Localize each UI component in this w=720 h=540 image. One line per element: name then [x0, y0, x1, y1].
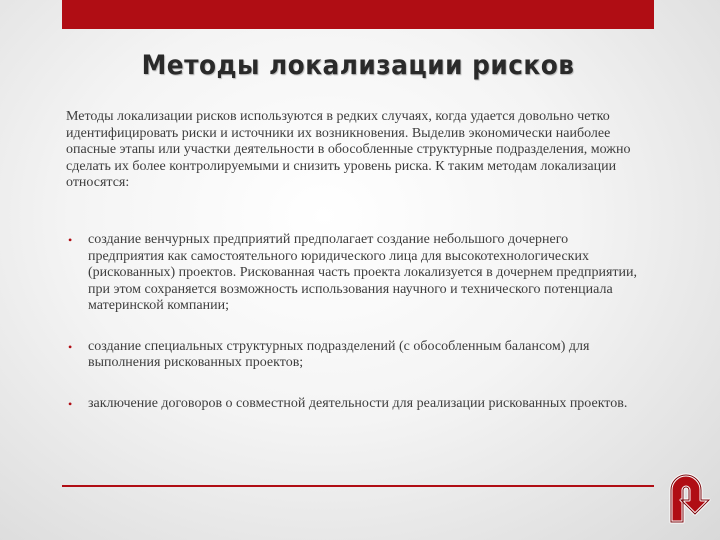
bullet-icon: • [68, 339, 73, 354]
bullet-text: создание специальных структурных подразделений (с обособленным балансом) для выполнения рискованных проектов; [88, 338, 590, 370]
bullet-item [66, 339, 641, 372]
slide-title: Методы локализации рисков [141, 50, 575, 81]
bullet-text: заключение договоров о совместной деятельности для реализации рискованных проектов. [88, 395, 628, 411]
header-bar [62, 0, 654, 29]
return-button[interactable] [653, 460, 715, 526]
bullet-icon: • [68, 396, 73, 411]
bullet-icon: • [68, 233, 73, 247]
intro-paragraph: Методы локализации рисков используются в редких случаях, когда удается довольно четко идентифицировать риски и источники их возникновения. Выделив экономически наиболее опасные этапы или участки деятельности в обособленные структурные подразделения, можно сделать их более контролируемыми и снизить уровень риска. К таким методам локализации относятся: [66, 109, 631, 190]
return-arrow-icon [653, 460, 715, 526]
bullet-item [66, 232, 641, 315]
bullet-list [66, 232, 641, 436]
footer-divider [62, 485, 654, 487]
bullet-item [66, 396, 641, 413]
bullet-text: создание венчурных предприятий предполагает создание небольшого дочернего предприятия как самостоятельного юридического лица для высокотехнологических (рискованных) проектов. Рискованная часть проекта локализуется в дочернем предприятии, при этом сохраняется возможность использования научного и технического потенциала материнской компании; [88, 232, 637, 313]
